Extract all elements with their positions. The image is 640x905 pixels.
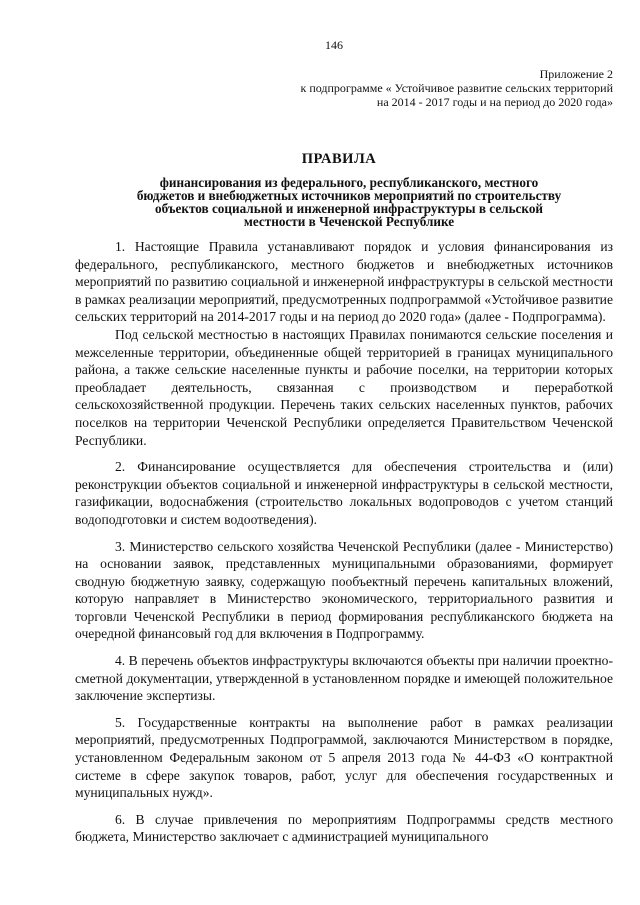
document-title: ПРАВИЛА xyxy=(301,151,377,167)
subtitle-line: местности в Чеченской Республике xyxy=(243,214,455,229)
paragraph-rural-definition: Под сельской местностью в настоящих Правилах понимаются сельские поселения и межселенные территории, объединенные общей территорией в границах муниципального района, а также сельские населенные пункты и рабочие поселки, на территории которых преобладает деятельность, связанная с производством и переработкой сельскохозяйственной продукции. Перечень таких сельских населенных пунктов, рабочих поселков на территории Чеченской Республики определяется Правительством Чеченской Республики. xyxy=(75,326,613,448)
subtitle-line: финансирования из федерального, республиканского, местного xyxy=(159,175,539,190)
paragraph-6: 6. В случае привлечения по мероприятиям Подпрограммы средств местного бюджета, Министерство заключает с администрацией муниципального xyxy=(75,811,613,845)
paragraph-5: 5. Государственные контракты на выполнение работ в рамках реализации мероприятий, предусмотренных Подпрограммой, заключаются Министерством в порядке, установленном Федеральным законом от 5 апреля 2013 года № 44-ФЗ «О контрактной системе в сфере закупок товаров, работ, услуг для обеспечения государственных и муниципальных нужд». xyxy=(75,714,613,801)
paragraph-1: 1. Настоящие Правила устанавливают порядок и условия финансирования из федерального, республиканского, местного бюджетов и внебюджетных источников мероприятий по развитию социальной и инженерной инфраструктуры в сельской местности в рамках реализации мероприятий, предусмотренных подпрограммой «Устойчивое развитие сельских территорий на 2014-2017 годы и на период до 2020 года» (далее - Подпрограмма). xyxy=(75,239,613,325)
paragraph-2: 2. Финансирование осуществляется для обеспечения строительства и (или) реконструкции объектов социальной и инженерной инфраструктуры в сельской местности, газификации, водоснабжения (строительство локальных водопроводов с учетом станций водоподготовки и систем водоотведения). xyxy=(75,459,613,527)
document-subtitle xyxy=(75,176,613,228)
appendix-header xyxy=(75,67,613,109)
paragraph-4: 4. В перечень объектов инфраструктуры включаются объекты при наличии проектно-сметной документации, утвержденной в установленном порядке и имеющей положительное заключение экспертизы. xyxy=(75,653,613,704)
document-body xyxy=(75,238,613,846)
subtitle-line: бюджетов и внебюджетных источников мероприятий по строительству xyxy=(136,188,562,203)
page-number: 146 xyxy=(325,38,343,52)
paragraph-3: 3. Министерство сельского хозяйства Чеченской Республики (далее - Министерство) на основании заявок, представленных муниципальными образованиями, формирует сводную бюджетную заявку, содержащую пообъектный перечень капитальных вложений, которую направляет в Министерство экономического, территориального развития и торговли Чеченской Республики в период формирования республиканского бюджета на очередной финансовый год для включения в Подпрограмму. xyxy=(75,538,613,642)
subtitle-line: объектов социальной и инженерной инфраструктуры в сельской xyxy=(154,201,544,216)
appendix-line: к подпрограмме « Устойчивое развитие сельских территорий xyxy=(300,81,613,95)
appendix-line: Приложение 2 xyxy=(539,67,613,81)
appendix-line: на 2014 - 2017 годы и на период до 2020 года» xyxy=(376,95,613,109)
